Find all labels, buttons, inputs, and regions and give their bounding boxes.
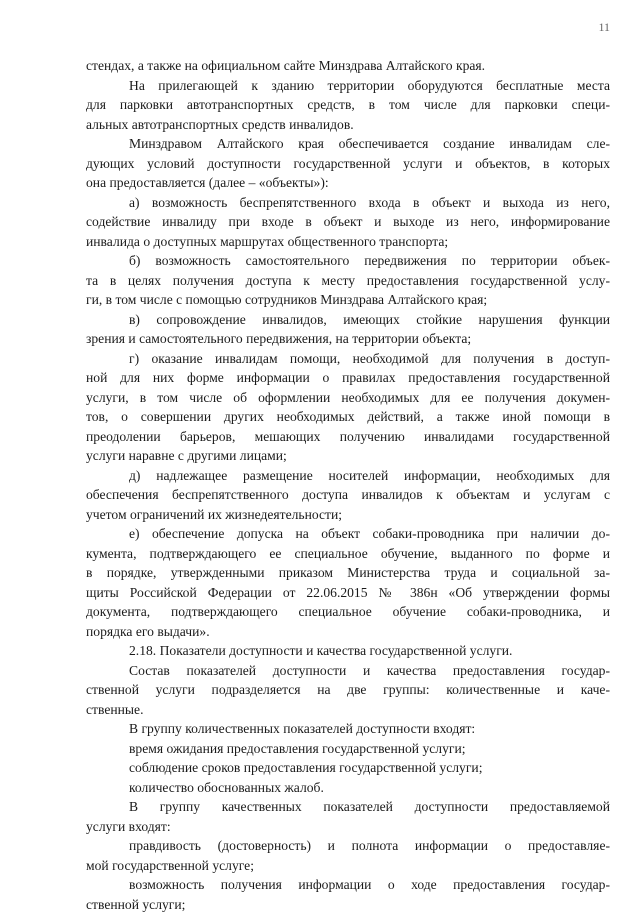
paragraph bbox=[86, 797, 610, 836]
text-line: порядка его выдачи». bbox=[86, 622, 610, 642]
text-line: документа, подтверждающего специальное обучение собаки-проводника, и bbox=[86, 602, 610, 622]
text-line: в) сопровождение инвалидов, имеющих стойкие нарушения функции bbox=[86, 310, 610, 330]
text-line: альных автотранспортных средств инвалидов. bbox=[86, 115, 610, 135]
text-line: Состав показателей доступности и качества предоставления государ- bbox=[86, 661, 610, 681]
paragraph bbox=[86, 661, 610, 720]
text-line: ственные. bbox=[86, 700, 610, 720]
text-line: В группу количественных показателей доступности входят: bbox=[86, 719, 610, 739]
text-line: д) надлежащее размещение носителей информации, необходимых для bbox=[86, 466, 610, 486]
text-line: б) возможность самостоятельного передвижения по территории объек- bbox=[86, 251, 610, 271]
text-line: обеспечения беспрепятственного доступа инвалидов к объектам и услугам с bbox=[86, 485, 610, 505]
paragraph bbox=[86, 349, 610, 466]
text-line: время ожидания предоставления государственной услуги; bbox=[86, 739, 610, 759]
paragraph bbox=[86, 836, 610, 875]
paragraph bbox=[86, 310, 610, 349]
text-line: Минздравом Алтайского края обеспечивается создание инвалидам сле- bbox=[86, 134, 610, 154]
text-line: щиты Российской Федерации от 22.06.2015 № 386н «Об утверждении формы bbox=[86, 583, 610, 603]
paragraph bbox=[86, 251, 610, 310]
text-line: услуги входят: bbox=[86, 817, 610, 837]
text-line: ной для них форме информации о правилах предоставления государственной bbox=[86, 368, 610, 388]
paragraph bbox=[86, 778, 610, 798]
paragraph bbox=[86, 466, 610, 525]
body-text bbox=[86, 56, 610, 914]
text-line: стендах, а также на официальном сайте Минздрава Алтайского края. bbox=[86, 56, 610, 76]
text-line: ственной услуги; bbox=[86, 895, 610, 914]
text-line: зрения и самостоятельного передвижения, на территории объекта; bbox=[86, 329, 610, 349]
paragraph bbox=[86, 641, 610, 661]
paragraph bbox=[86, 193, 610, 252]
paragraph bbox=[86, 134, 610, 193]
text-line: кумента, подтверждающего ее специальное обучение, выданного по форме и bbox=[86, 544, 610, 564]
text-line: в порядке, утвержденными приказом Министерства труда и социальной за- bbox=[86, 563, 610, 583]
text-line: преодолении барьеров, мешающих получению инвалидами государственной bbox=[86, 427, 610, 447]
paragraph bbox=[86, 524, 610, 641]
text-line: е) обеспечение допуска на объект собаки-проводника при наличии до- bbox=[86, 524, 610, 544]
text-line: правдивость (достоверность) и полнота информации о предоставляе- bbox=[86, 836, 610, 856]
text-line: количество обоснованных жалоб. bbox=[86, 778, 610, 798]
text-line: услуги наравне с другими лицами; bbox=[86, 446, 610, 466]
text-line: инвалида о доступных маршрутах общественного транспорта; bbox=[86, 232, 610, 252]
text-line: тов, о совершении других необходимых действий, а также иной помощи в bbox=[86, 407, 610, 427]
text-line: ственной услуги подразделяется на две группы: количественные и каче- bbox=[86, 680, 610, 700]
page-number: 11 bbox=[598, 20, 610, 35]
text-line: дующих условий доступности государственной услуги и объектов, в которых bbox=[86, 154, 610, 174]
text-line: возможность получения информации о ходе предоставления государ- bbox=[86, 875, 610, 895]
text-line: г) оказание инвалидам помощи, необходимой для получения в доступ- bbox=[86, 349, 610, 369]
text-line: В группу качественных показателей доступности предоставляемой bbox=[86, 797, 610, 817]
text-line: ги, в том числе с помощью сотрудников Минздрава Алтайского края; bbox=[86, 290, 610, 310]
text-line: соблюдение сроков предоставления государственной услуги; bbox=[86, 758, 610, 778]
text-line: мой государственной услуге; bbox=[86, 856, 610, 876]
text-line: учетом ограничений их жизнедеятельности; bbox=[86, 505, 610, 525]
paragraph bbox=[86, 875, 610, 914]
text-line: она предоставляется (далее – «объекты»): bbox=[86, 173, 610, 193]
text-line: 2.18. Показатели доступности и качества государственной услуги. bbox=[86, 641, 610, 661]
paragraph bbox=[86, 56, 610, 76]
text-line: та в целях получения доступа к месту предоставления государственной услу- bbox=[86, 271, 610, 291]
text-line: а) возможность беспрепятственного входа в объект и выхода из него, bbox=[86, 193, 610, 213]
paragraph bbox=[86, 719, 610, 739]
text-line: содействие инвалиду при входе в объект и выходе из него, информирование bbox=[86, 212, 610, 232]
text-line: На прилегающей к зданию территории оборудуются бесплатные места bbox=[86, 76, 610, 96]
paragraph bbox=[86, 739, 610, 759]
paragraph bbox=[86, 758, 610, 778]
text-line: для парковки автотранспортных средств, в том числе для парковки специ- bbox=[86, 95, 610, 115]
text-line: услуги, в том числе об оформлении необходимых для ее получения докумен- bbox=[86, 388, 610, 408]
paragraph bbox=[86, 76, 610, 135]
